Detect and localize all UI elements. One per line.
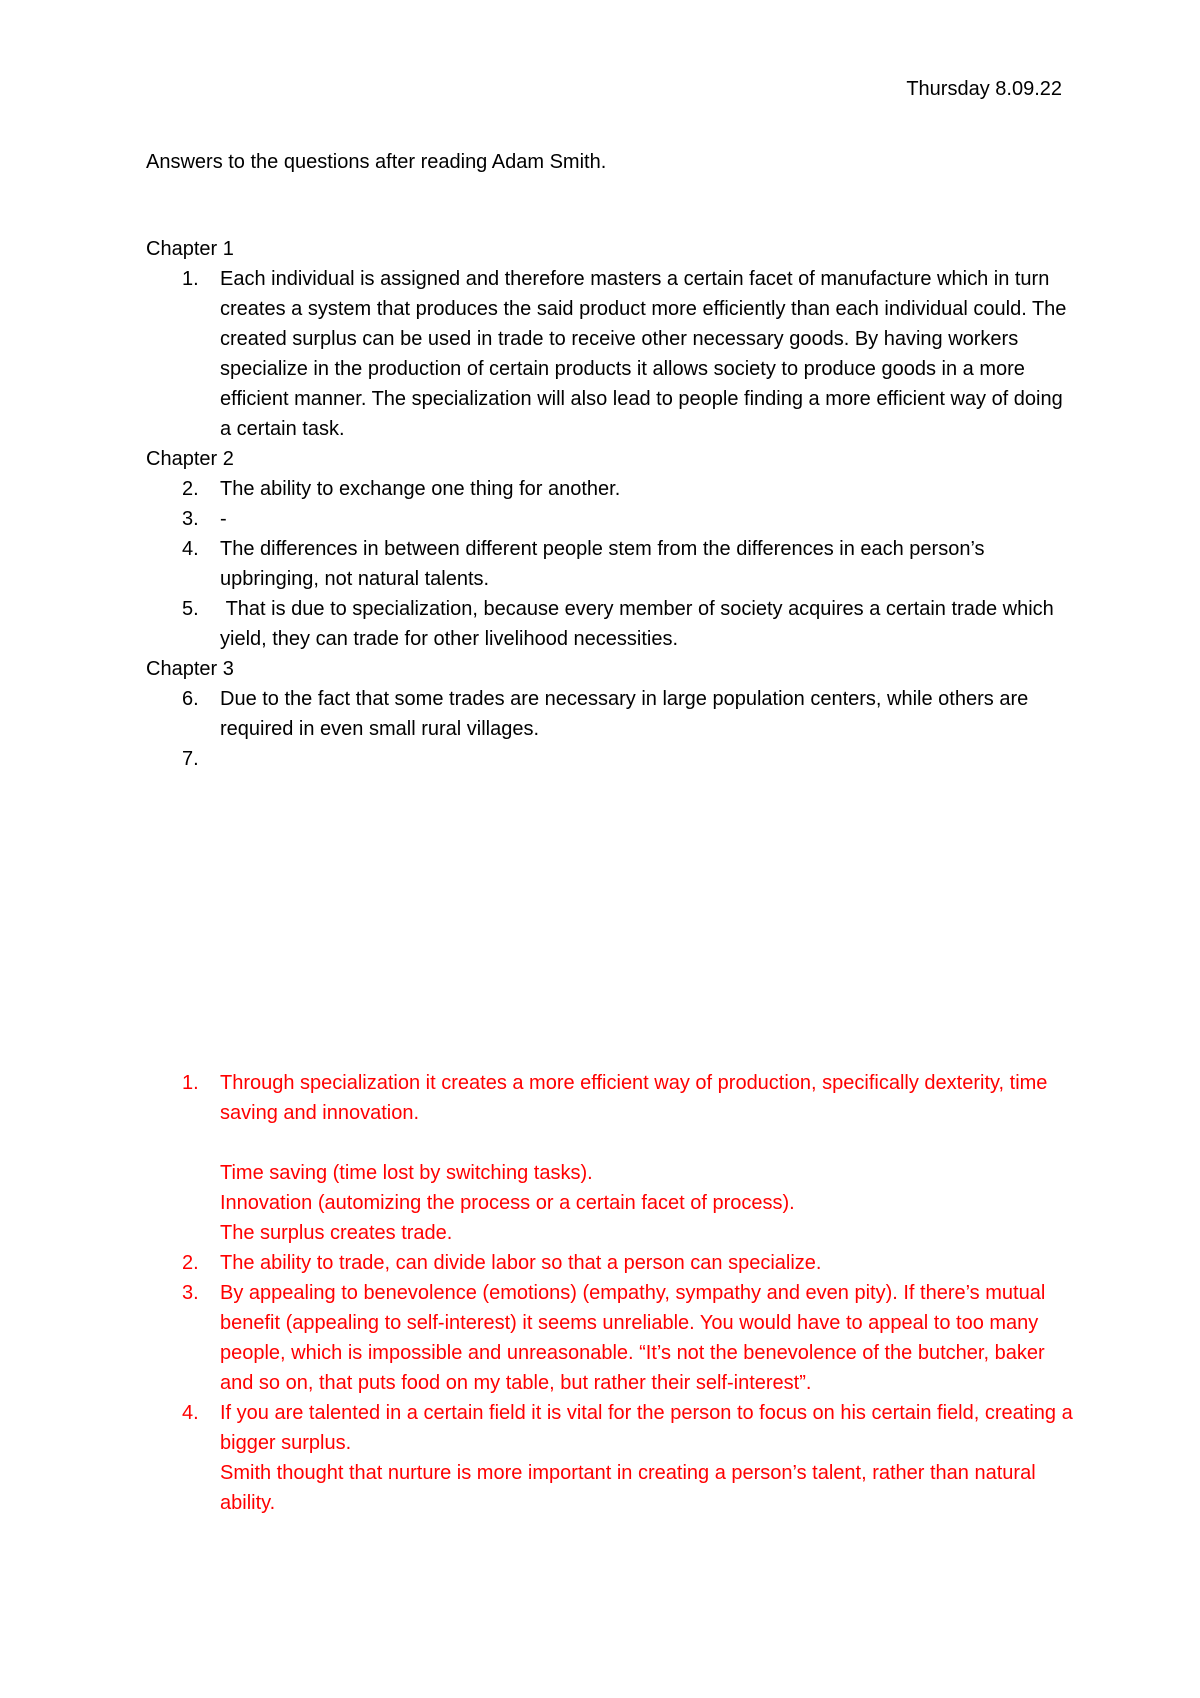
red-answer-item (146, 1398, 1079, 1518)
answer-item (146, 264, 1076, 444)
red-answer-number: 4. (182, 1402, 199, 1424)
answer-number: 7. (182, 748, 199, 770)
red-answer-paragraph: By appealing to benevolence (emotions) (empathy, sympathy and even pity). If there’s mutual benefit (appealing to self-interest) it seems unreliable. You would have to appeal to too many people, which is impossible and unreasonable. “It’s not the benevolence of the butcher, baker and so on, that puts food on my table, but rather their self-interest”. (220, 1282, 1051, 1394)
document-intro: Answers to the questions after reading Adam Smith. (146, 151, 607, 173)
chapter-1-list (146, 264, 1076, 444)
paragraph-gap (220, 1128, 1076, 1158)
red-answer-paragraph: The surplus creates trade. (220, 1222, 453, 1244)
red-answer-paragraph: Through specialization it creates a more efficient way of production, specifically dexterity, time saving and innovation. (220, 1072, 1053, 1124)
red-answer-paragraph: Smith thought that nurture is more important in creating a person’s talent, rather than natural ability. (220, 1462, 1042, 1514)
answer-text: The ability to exchange one thing for another. (220, 478, 621, 500)
red-answer-number: 3. (182, 1282, 199, 1304)
document-date: Thursday 8.09.22 (906, 78, 1062, 100)
answer-number: 1. (182, 268, 199, 290)
answer-number: 3. (182, 508, 199, 530)
red-answers-section (146, 1068, 1079, 1518)
answer-number: 2. (182, 478, 199, 500)
answer-text: - (220, 508, 227, 530)
chapter-heading-2: Chapter 2 (146, 448, 234, 470)
red-answer-number: 1. (182, 1072, 199, 1094)
answer-item (146, 504, 1076, 534)
red-answer-paragraph: Innovation (automizing the process or a certain facet of process). (220, 1192, 795, 1214)
red-answer-paragraph: If you are talented in a certain field it is vital for the person to focus on his certain field, creating a bigger surplus. (220, 1402, 1079, 1454)
red-answer-paragraph: The ability to trade, can divide labor so that a person can specialize. (220, 1252, 822, 1274)
red-answers-list (146, 1068, 1079, 1518)
answer-text: The differences in between different people stem from the differences in each person’s upbringing, not natural talents. (220, 538, 991, 590)
answer-number: 4. (182, 538, 199, 560)
answer-text: Due to the fact that some trades are necessary in large population centers, while others are required in even small rural villages. (220, 688, 1034, 740)
chapter-2-list (146, 474, 1076, 654)
red-answer-item (146, 1278, 1076, 1398)
answer-number: 6. (182, 688, 199, 710)
chapter-3-list (146, 684, 1076, 774)
answer-text: That is due to specialization, because every member of society acquires a certain trade which yield, they can trade for other livelihood necessities. (220, 598, 1060, 650)
answer-item (146, 534, 1076, 594)
chapter-heading-1: Chapter 1 (146, 238, 234, 260)
answer-item (146, 594, 1076, 654)
red-answer-paragraph: Time saving (time lost by switching tasks). (220, 1162, 593, 1184)
chapter-heading-3: Chapter 3 (146, 658, 234, 680)
answer-item (146, 684, 1076, 744)
red-answer-number: 2. (182, 1252, 199, 1274)
answer-text: Each individual is assigned and therefore masters a certain facet of manufacture which in turn creates a system that produces the said product more efficiently than each individual could. The created surplus can be used in trade to receive other necessary goods. By having workers specialize in the production of certain products it allows society to produce goods in a more efficient manner. The specialization will also lead to people finding a more efficient way of doing a certain task. (220, 268, 1072, 440)
red-answer-item (146, 1248, 1076, 1278)
red-answer-item (146, 1068, 1076, 1248)
answer-item (146, 744, 1076, 774)
answer-number: 5. (182, 598, 199, 620)
chapter-answers-section (146, 234, 1076, 774)
answer-item (146, 474, 1076, 504)
